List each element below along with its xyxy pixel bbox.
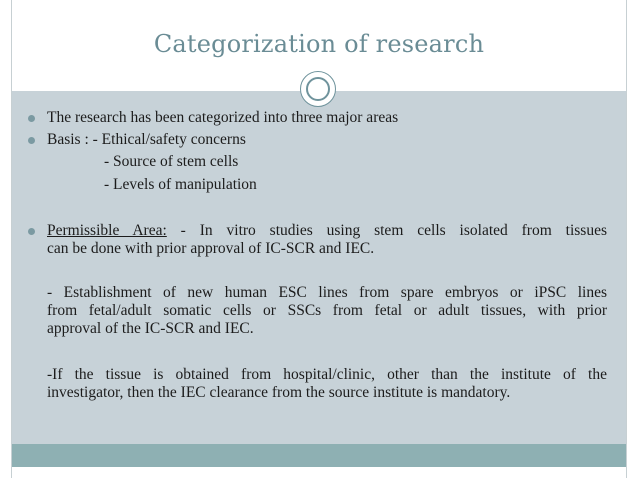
tissue-line-2: investigator, then the IEC clearance from the source institute is mandatory. bbox=[47, 384, 511, 401]
tissue-paragraph bbox=[47, 366, 607, 402]
bullet-text: The research has been categorized into three major areas bbox=[47, 109, 399, 126]
permissible-label: Permissible Area: bbox=[47, 222, 167, 239]
permissible-line-2: can be done with prior approval of IC-SCR and IEC. bbox=[47, 240, 375, 257]
bottom-bar bbox=[12, 444, 626, 467]
basis-sub-text: - Levels of manipulation bbox=[104, 176, 257, 193]
bullet-icon bbox=[28, 115, 35, 122]
permissible-line-1 bbox=[47, 222, 607, 240]
permissible-paragraph bbox=[47, 222, 607, 258]
slide-title: Categorization of research bbox=[153, 30, 485, 58]
establishment-line-3: approval of the IC-SCR and IEC. bbox=[47, 320, 254, 337]
establishment-line-2: from fetal/adult somatic cells or SSCs from fetal or adult tissues, with prior bbox=[47, 302, 607, 319]
basis-sub-text: - Source of stem cells bbox=[104, 153, 239, 170]
establishment-line-1: - Establishment of new human ESC lines from spare embryos or iPSC lines bbox=[47, 284, 607, 301]
permissible-text: - In vitro studies using stem cells isolated from tissues bbox=[166, 222, 607, 239]
establishment-paragraph bbox=[47, 284, 607, 338]
bullet-icon bbox=[28, 228, 35, 235]
circle-ornament-icon bbox=[300, 71, 336, 107]
bullet-text: Basis : - Ethical/safety concerns bbox=[47, 131, 246, 148]
bullet-icon bbox=[28, 137, 35, 144]
tissue-line-1: -If the tissue is obtained from hospital/clinic, other than the institute of the bbox=[47, 366, 607, 383]
